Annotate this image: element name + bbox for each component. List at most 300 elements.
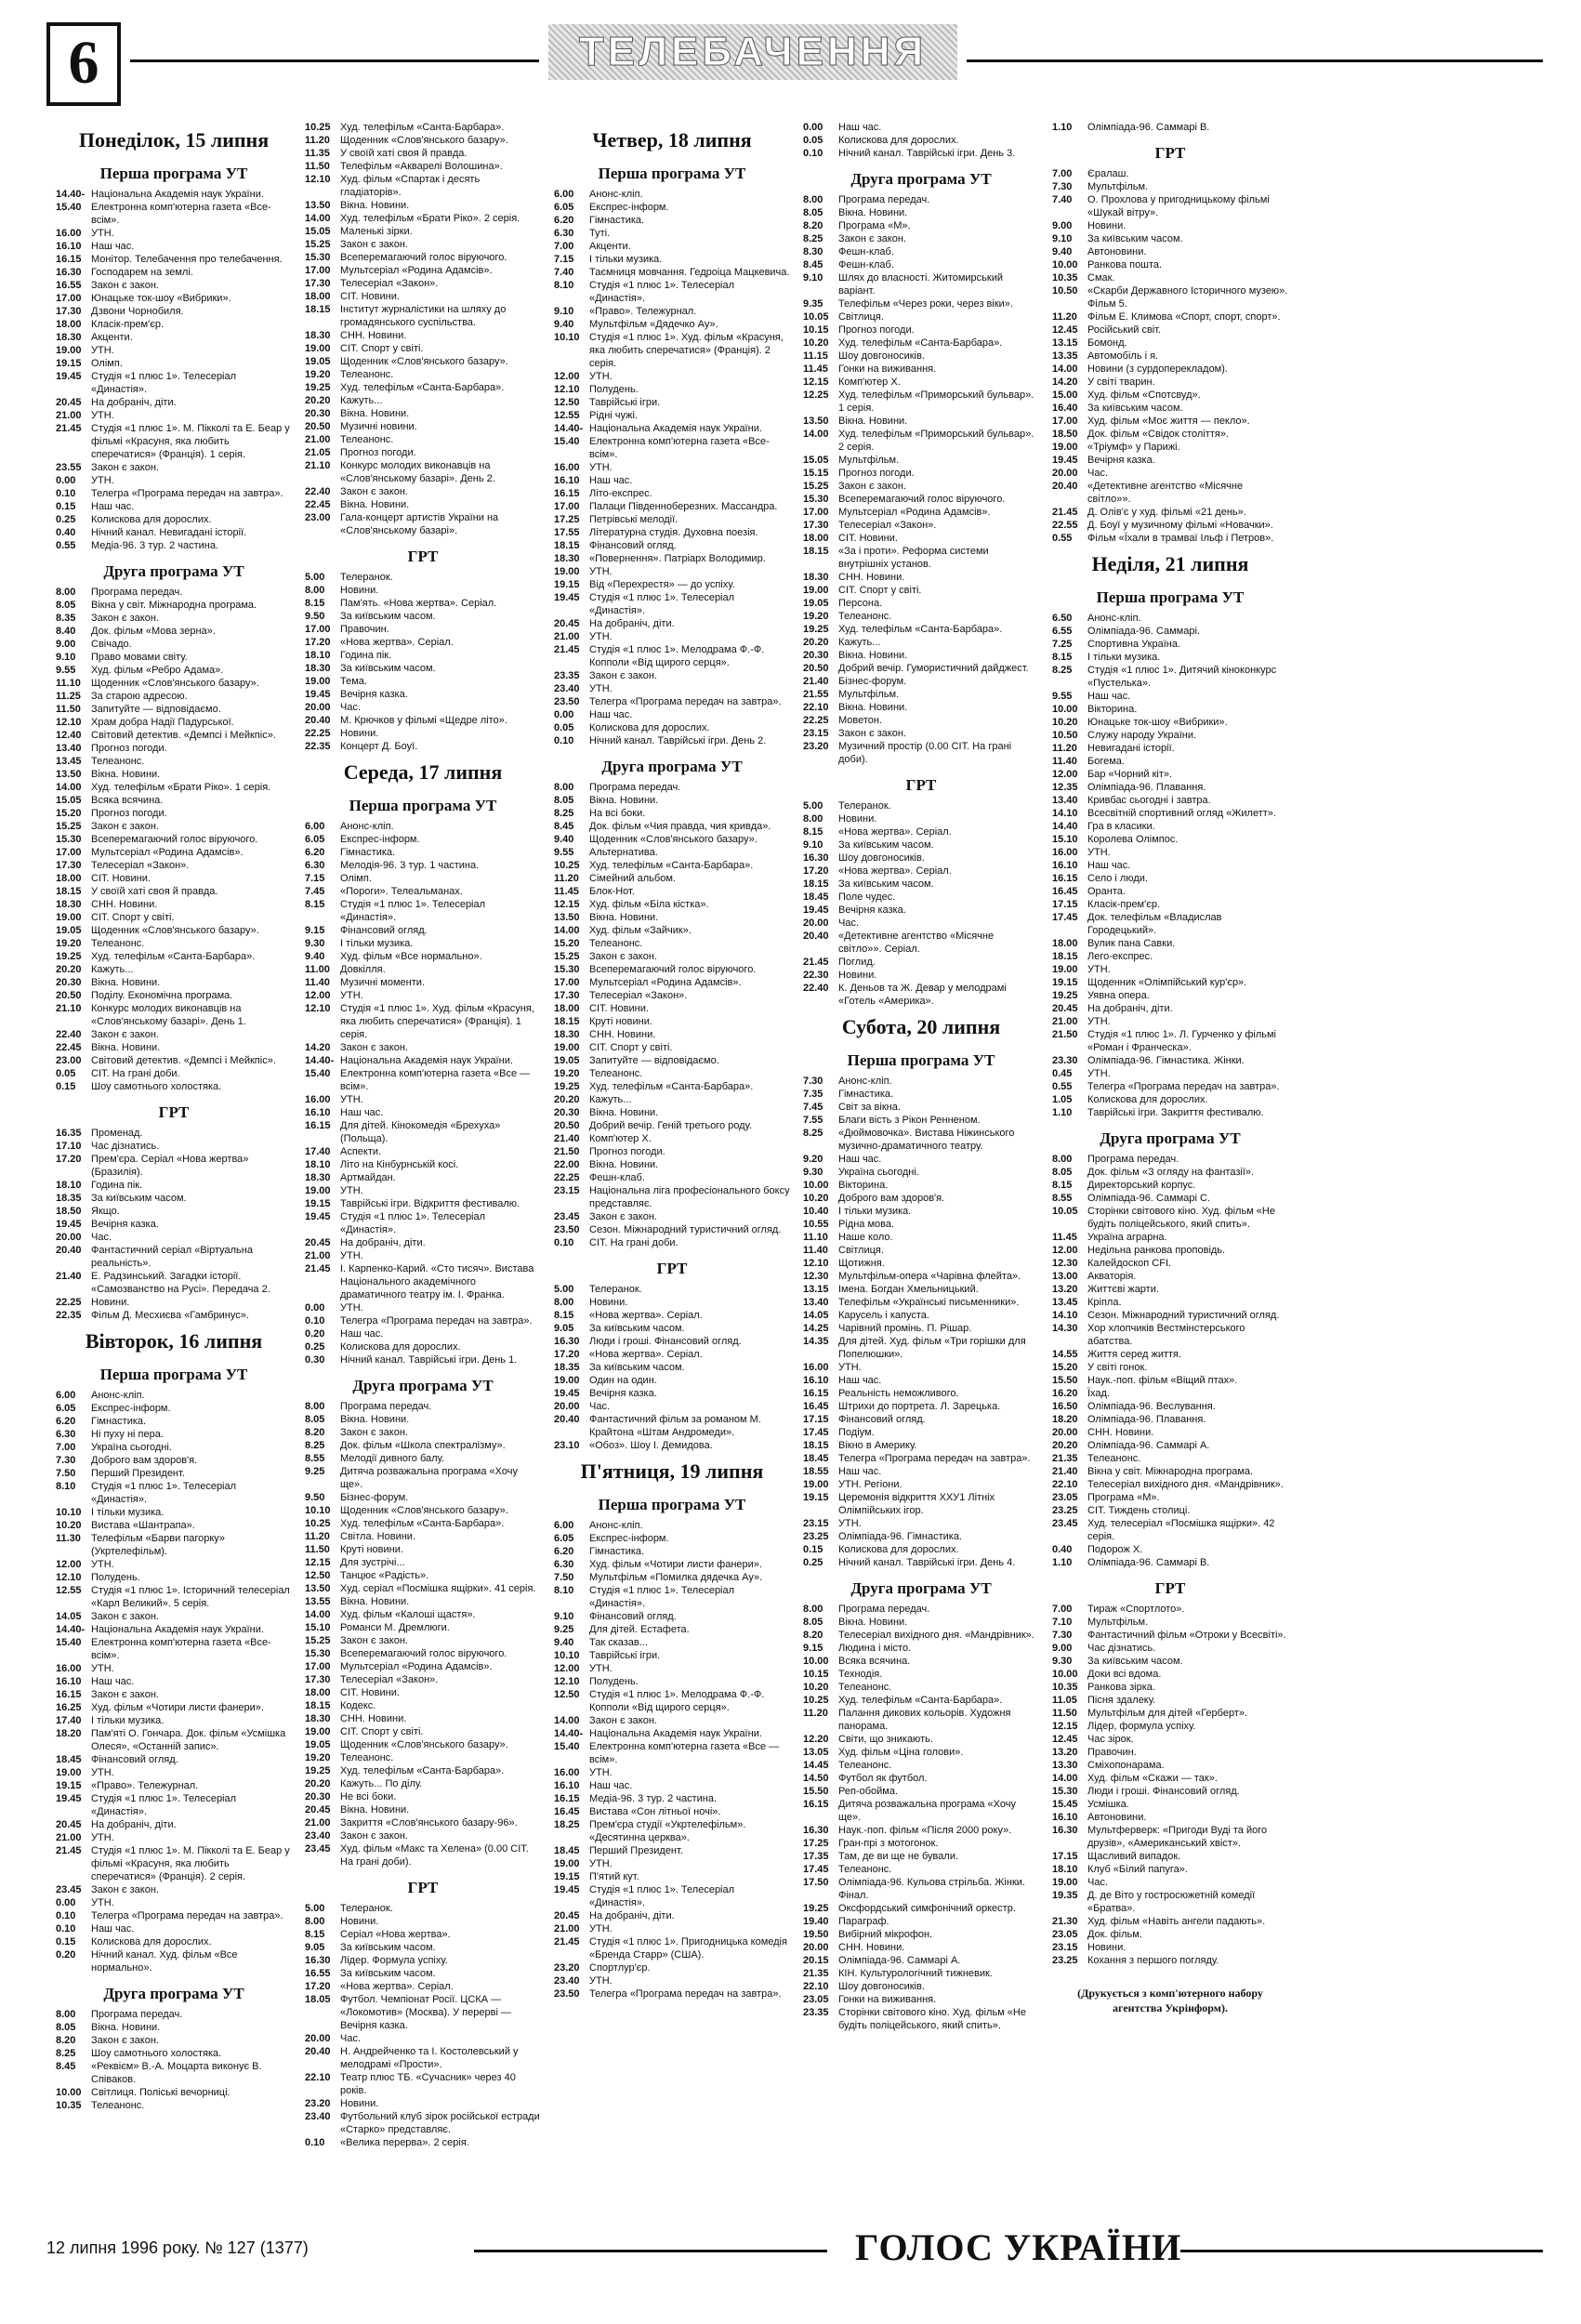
program-title: Футбол як футбол. (838, 1773, 928, 1784)
program-time: 20.00 (305, 702, 331, 713)
program-title: Люди і гроші. Фінансовий огляд. (1087, 1786, 1240, 1797)
program-time: 20.20 (803, 637, 829, 648)
program-title: КІН. Культурологічний тижневик. (838, 1968, 993, 1979)
program-entry (803, 1309, 1039, 1322)
program-entry (305, 1556, 541, 1569)
program-time: 21.50 (1052, 1029, 1078, 1040)
program-entry (56, 396, 292, 409)
program-title: Футбол. Чемпіонат Росії. ЦСКА — «Локомотив» (Москва). У перерві — Вечірня казка. (340, 1994, 511, 2031)
program-title: Акваторія. (1087, 1271, 1137, 1282)
program-title: Щасливий випадок. (1087, 1851, 1181, 1862)
program-time: 16.40 (1052, 403, 1078, 414)
program-title: Вікна. Новини. (91, 977, 161, 988)
program-time: 21.45 (803, 957, 829, 968)
program-title: Класік-прем'єр. (1087, 899, 1161, 910)
program-time: 9.15 (803, 1643, 823, 1654)
program-title: Вікно в Америку. (838, 1440, 917, 1451)
program-time: 17.00 (305, 1661, 331, 1672)
program-time: 9.35 (803, 298, 823, 310)
program-entry (305, 498, 541, 511)
program-title: На добраніч, діти. (91, 1819, 177, 1830)
program-title: Закон є закон. (91, 280, 159, 291)
program-title: Кажуть... (91, 964, 134, 975)
program-entry (56, 1192, 292, 1205)
program-title: Нічний канал. Таврійські ігри. День 4. (838, 1557, 1016, 1568)
program-title: Так сказав... (589, 1637, 648, 1648)
program-time: 10.15 (803, 324, 829, 336)
program-time: 16.50 (1052, 1401, 1078, 1412)
program-title: Пам'ять. «Нова жертва». Серіал. (340, 598, 497, 609)
program-entry (1052, 1876, 1288, 1889)
day-heading: Четвер, 18 липня (592, 128, 752, 152)
program-title: Закон є закон. (340, 1830, 408, 1842)
program-time: 19.00 (803, 585, 829, 596)
program-time: 20.00 (1052, 468, 1078, 479)
program-time: 14.40-15.40 (56, 189, 86, 213)
program-title: Олімпіада-96. Саммарі А. (1087, 1440, 1210, 1451)
program-time: 7.00 (1052, 1604, 1073, 1615)
program-title: Олімпіада-96. Кульова стрільба. Жінки. Фінал. (838, 1877, 1025, 1901)
program-time: 1.05 (1052, 1094, 1073, 1105)
program-title: Кажуть... (589, 1094, 632, 1105)
program-title: Вистава «Сон літньої ночі». (589, 1806, 721, 1817)
program-title: Шоу самотнього холостяка. (91, 2048, 222, 2059)
program-entry (56, 2034, 292, 2047)
program-time: 15.20 (554, 938, 580, 949)
program-entry (1052, 1361, 1288, 1374)
program-title: УТН. Регіони. (838, 1479, 902, 1490)
program-title: Анонс-кліп. (589, 1520, 643, 1531)
program-title: Програма передач. (1087, 1154, 1179, 1165)
channel-heading: Перша програма УТ (99, 1366, 248, 1383)
program-entry (554, 539, 790, 552)
program-title: Щоденник «Слов'янського базару». (340, 135, 508, 146)
program-title: Фантастичний серіал «Віртуальна реальність». (91, 1245, 253, 1269)
program-time: 18.15 (803, 878, 829, 890)
program-time: 0.15 (803, 1544, 823, 1555)
program-title: Ранкова зірка. (1087, 1682, 1155, 1693)
program-entry (305, 1340, 541, 1353)
program-time: 0.10 (56, 1923, 76, 1934)
program-time: 17.10 (56, 1141, 82, 1152)
program-time: 23.45 (1052, 1518, 1078, 1529)
program-time: 10.20 (803, 1193, 829, 1204)
program-entry (554, 552, 790, 565)
program-entry (803, 271, 1039, 297)
program-entry (554, 1296, 790, 1309)
program-time: 9.20 (803, 1154, 823, 1165)
program-title: Вулик пана Савки. (1087, 938, 1176, 949)
program-time: 19.45 (554, 1388, 580, 1399)
program-title: Акценти. (589, 241, 631, 252)
program-time: 14.30 (1052, 1323, 1078, 1334)
program-time: 19.25 (56, 951, 82, 962)
program-title: Музичні моменти. (340, 977, 425, 988)
program-time: 20.45 (305, 1237, 331, 1248)
program-time: 11.10 (56, 678, 81, 689)
program-title: За київським часом. (340, 611, 436, 622)
program-time: 1.10 (1052, 1557, 1073, 1568)
program-entry (1052, 755, 1288, 768)
program-time: 12.15 (305, 1557, 331, 1568)
program-time: 0.45 (1052, 1068, 1073, 1079)
program-entry (554, 1080, 790, 1093)
program-title: Вікторина. (838, 1180, 889, 1191)
program-time: 23.20 (803, 741, 829, 752)
day-heading: Неділя, 21 липня (1091, 552, 1249, 575)
channel-heading: Друга програма УТ (601, 758, 743, 775)
program-time: 20.20 (554, 1094, 580, 1105)
listing-column (554, 121, 790, 2147)
program-entry (554, 924, 790, 937)
program-title: Студія «1 плюс 1». Худ. фільм «Красуня, яка любить сперечатися» (Франція). 1 серія. (340, 1003, 534, 1040)
program-entry (803, 219, 1039, 232)
program-title: Аспекти. (340, 1146, 382, 1157)
program-time: 8.00 (1052, 1154, 1073, 1165)
program-title: Гран-прі з мотогонок. (838, 1838, 939, 1849)
program-entry (56, 344, 292, 357)
program-entry (554, 1132, 790, 1145)
program-title: «Право». Тележурнал. (589, 306, 697, 317)
program-time: 15.50 (803, 1786, 829, 1797)
program-entry (554, 1002, 790, 1015)
program-entry (56, 1127, 292, 1140)
program-entry (554, 734, 790, 747)
program-title: Анонс-кліп. (838, 1076, 892, 1087)
program-time: 5.00 (803, 800, 823, 812)
program-time: 6.50 (1052, 613, 1073, 624)
program-entry (305, 1738, 541, 1751)
program-title: Правочин. (340, 624, 389, 635)
program-entry (803, 623, 1039, 636)
program-title: Студія «1 плюс 1». Телесеріал «Династія». (91, 1793, 237, 1817)
program-entry (56, 1792, 292, 1818)
program-title: УТН. (340, 1302, 363, 1314)
program-time: 7.50 (554, 1572, 574, 1583)
program-title: За київським часом. (91, 1193, 187, 1204)
program-entry (56, 1584, 292, 1610)
program-title: Нічний канал. Худ. фільм «Все нормально». (91, 1949, 238, 1974)
program-title: Доброго вам здоров'я. (91, 1455, 198, 1466)
program-title: Хор хлопчиків Вестмінстерського абатства. (1087, 1323, 1245, 1347)
program-title: СНН. Новини. (340, 330, 407, 341)
program-time: 22.00 (554, 1159, 580, 1170)
program-entry (1052, 651, 1288, 664)
program-entry (305, 394, 541, 407)
program-entry (1052, 1387, 1288, 1400)
program-time: 11.35 (305, 148, 330, 159)
program-time: 18.00 (305, 1687, 331, 1698)
program-entry (1052, 428, 1288, 441)
program-entry (803, 852, 1039, 865)
program-title: Телеанонс. (838, 1760, 892, 1771)
program-entry (56, 833, 292, 846)
program-title: Фешн-клаб. (838, 246, 894, 257)
program-entry (305, 2045, 541, 2071)
program-entry (554, 305, 790, 318)
program-title: «Нова жертва». Серіал. (838, 865, 952, 877)
program-title: І тільки музика. (838, 1206, 912, 1217)
program-title: Круті новини. (589, 1016, 652, 1027)
program-entry (803, 838, 1039, 852)
program-entry (56, 2099, 292, 2112)
program-entry (554, 1223, 790, 1236)
program-time: 14.25 (803, 1323, 829, 1334)
program-entry (56, 513, 292, 526)
program-title: Телеранок. (589, 1284, 642, 1295)
program-title: Концерт Д. Боуї. (340, 741, 418, 752)
program-time: 14.10 (1052, 1310, 1078, 1321)
program-time: 11.30 (56, 1533, 81, 1544)
program-title: Вибірний мікрофон. (838, 1929, 933, 1940)
program-title: Кріпла. (1087, 1297, 1122, 1308)
program-title: УТН. (91, 475, 114, 486)
program-title: Російський світ. (1087, 324, 1162, 336)
program-entry (56, 1610, 292, 1623)
program-time: 15.05 (56, 795, 82, 806)
program-entry (554, 1322, 790, 1335)
program-time: 10.20 (803, 1682, 829, 1693)
program-title: Е. Радзинський. Загадки історії. «Самозванство на Русі». Передача 2. (91, 1271, 270, 1295)
program-entry (305, 1673, 541, 1686)
program-title: Телеранок. (340, 572, 393, 583)
program-title: Мультфільм «Дядечко Ау». (589, 319, 718, 330)
program-time: 19.45 (305, 689, 331, 700)
program-entry (305, 368, 541, 381)
program-time: 17.00 (554, 977, 580, 988)
program-entry (554, 240, 790, 253)
program-title: Худ. фільм «Моє життя — пекло». (1087, 416, 1250, 427)
program-entry (305, 1803, 541, 1816)
program-entry (56, 279, 292, 292)
program-title: На добраніч, діти. (1087, 1003, 1173, 1014)
program-title: Прогноз погоди. (91, 808, 167, 819)
program-title: Вікна. Новини. (340, 408, 410, 419)
program-entry (1052, 193, 1288, 219)
program-title: Свічадо. (91, 639, 132, 650)
program-time: 8.15 (554, 1310, 574, 1321)
program-time: 14.55 (1052, 1349, 1078, 1360)
program-entry (305, 662, 541, 675)
program-entry (1052, 1941, 1288, 1954)
program-title: УТН. (340, 990, 363, 1001)
program-title: Наук.-поп. фільм «Віщий птах». (1087, 1375, 1238, 1386)
program-entry (305, 623, 541, 636)
program-entry (1052, 402, 1288, 415)
program-title: УТН. (589, 566, 613, 577)
program-time: 21.45 (554, 644, 580, 655)
program-title: Прогноз погоди. (838, 468, 915, 479)
program-title: Олімпіада-96. Гімнастика. (838, 1531, 962, 1542)
program-entry (305, 485, 541, 498)
program-title: Спортлур'єр. (589, 1962, 651, 1974)
program-title: Закон є закон. (91, 1029, 159, 1040)
program-title: Док. фільм. (1087, 1929, 1142, 1940)
channel-heading: ГРТ (158, 1103, 190, 1121)
program-time: 6.30 (554, 228, 574, 239)
program-entry (1052, 180, 1288, 193)
program-entry (803, 1101, 1039, 1114)
program-time: 16.10 (305, 1107, 331, 1118)
program-time: 19.00 (56, 1767, 82, 1778)
program-time: 18.05 (305, 1994, 331, 2005)
program-title: Закон є закон. (340, 1635, 408, 1646)
program-title: «Пороги». Телеальманах. (340, 886, 463, 897)
program-title: Гра в класики. (1087, 821, 1155, 832)
program-time: 14.40 (1052, 821, 1078, 832)
program-title: Худ. телефільм «Санта-Барбара». (340, 1765, 505, 1776)
program-entry (803, 1733, 1039, 1746)
program-title: Н. Андрейченко та І. Костолевський у мелодрамі «Прости». (340, 2046, 519, 2070)
program-title: Господарем на землі. (91, 267, 193, 278)
program-entry (1052, 1798, 1288, 1811)
program-time: 8.05 (305, 1414, 325, 1425)
program-title: УТН. (91, 410, 114, 421)
program-title: Худ. телефільм «Брати Ріко». 2 серія. (340, 213, 520, 224)
program-title: Час. (1087, 468, 1109, 479)
program-title: СІТ. Спорт у світі. (340, 1726, 424, 1737)
program-time: 17.30 (56, 306, 82, 317)
program-time: 20.30 (554, 1107, 580, 1118)
program-time: 8.25 (1052, 665, 1073, 676)
program-title: Новини. (838, 813, 877, 825)
program-title: За київським часом. (589, 1323, 685, 1334)
program-time: 16.15 (554, 488, 580, 499)
listing-column (56, 121, 292, 2147)
program-title: Година пік. (91, 1180, 143, 1191)
program-entry (554, 1041, 790, 1054)
program-entry (803, 969, 1039, 982)
program-time: 18.20 (56, 1728, 82, 1739)
program-title: Д. де Віто у гостросюжетній комедії «Братва». (1087, 1890, 1256, 1914)
program-title: Програма передач. (91, 2009, 183, 2020)
program-title: Полудень. (589, 384, 639, 395)
program-title: Пам'яті О. Гончара. Док. фільм «Усмішка Олеся», «Останній запис». (91, 1728, 286, 1752)
program-entry (554, 1210, 790, 1223)
program-entry (305, 1517, 541, 1530)
program-entry (554, 721, 790, 734)
program-title: Лідер, формула успіху. (1087, 1721, 1196, 1732)
program-time: 8.25 (56, 2048, 76, 2059)
program-title: Телеанонс. (1087, 1453, 1141, 1464)
program-time: 15.30 (305, 252, 331, 263)
program-time: 12.00 (56, 1559, 82, 1570)
program-entry (803, 121, 1039, 134)
program-entry (1052, 1811, 1288, 1824)
program-entry (56, 1506, 292, 1519)
program-title: Світ за вікна. (838, 1102, 901, 1113)
program-title: УТН. (1087, 847, 1111, 858)
program-title: Закриття «Слов'янського базару-96». (340, 1817, 518, 1829)
program-entry (554, 526, 790, 539)
program-entry (554, 963, 790, 976)
program-title: Новини. (1087, 220, 1126, 231)
program-time: 18.45 (56, 1754, 82, 1765)
program-title: СНН. Новини. (589, 1029, 656, 1040)
program-title: Колискова для дорослих. (1087, 1094, 1208, 1105)
program-time: 16.10 (1052, 1812, 1078, 1823)
program-entry (803, 1655, 1039, 1668)
program-entry (803, 917, 1039, 930)
program-entry (305, 1262, 541, 1301)
program-time: 18.00 (554, 1003, 580, 1014)
program-entry (1052, 1002, 1288, 1015)
program-time: 18.15 (803, 1440, 829, 1451)
program-time: 20.50 (803, 663, 829, 674)
program-title: Фантастичний фільм «Отроки у Всесвіті». (1087, 1630, 1286, 1641)
program-entry (305, 1829, 541, 1842)
program-entry (305, 1184, 541, 1197)
program-title: Колискова для дорослих. (91, 1936, 212, 1948)
program-entry (554, 950, 790, 963)
program-title: Телегра «Програма передач на завтра». (838, 1453, 1031, 1464)
program-entry (56, 989, 292, 1002)
program-title: СНН. Новини. (340, 1713, 407, 1724)
program-time: 21.45 (554, 1936, 580, 1948)
program-time: 10.10 (554, 332, 580, 343)
program-title: Худ. фільм «Навіть ангели падають». (1087, 1916, 1266, 1927)
program-title: Рідні чужі. (589, 410, 638, 421)
program-entry (803, 1629, 1039, 1642)
program-entry (56, 820, 292, 833)
program-entry (305, 147, 541, 160)
program-time: 15.30 (56, 834, 82, 845)
program-time: 18.30 (305, 330, 331, 341)
program-time: 18.30 (305, 1713, 331, 1724)
program-title: Для дітей. Естафета. (589, 1624, 690, 1635)
program-entry (554, 370, 790, 383)
program-entry (1052, 1231, 1288, 1244)
program-entry (803, 1928, 1039, 1941)
program-entry (554, 214, 790, 227)
program-time: 8.00 (803, 194, 823, 205)
program-time: 17.15 (803, 1414, 829, 1425)
program-title: Світлиця. (838, 1245, 884, 1256)
program-time: 9.00 (1052, 220, 1073, 231)
program-title: Худ. фільм «Зайчик». (589, 925, 692, 936)
program-time: 16.00 (803, 1362, 829, 1373)
program-title: Променад. (91, 1128, 143, 1139)
program-title: Закон є закон. (589, 1715, 657, 1726)
program-title: СІТ. Спорт у світі. (91, 912, 175, 923)
program-title: Петрівські мелодії. (589, 514, 679, 525)
program-time: 9.30 (305, 938, 325, 949)
program-time: 7.30 (56, 1455, 76, 1466)
program-time: 16.15 (56, 254, 82, 265)
program-time: 10.00 (1052, 1669, 1078, 1680)
program-title: Щоденник «Слов'янського базару». (91, 678, 259, 689)
program-title: «Нова жертва». Серіал. (589, 1349, 703, 1360)
program-title: Таврійські ігри. Відкриття фестивалю. (340, 1198, 520, 1209)
program-time: 11.20 (305, 135, 330, 146)
program-entry (554, 1028, 790, 1041)
program-entry (803, 1322, 1039, 1335)
program-time: 19.00 (554, 1375, 580, 1386)
program-title: «За і проти». Реформа системи внутрішніх установ. (838, 546, 989, 570)
program-title: Таврійські ігри. (589, 397, 661, 408)
program-time: 22.25 (803, 715, 829, 726)
program-time: 19.00 (1052, 1877, 1078, 1888)
program-title: Наш час. (340, 1328, 384, 1340)
program-title: «Велика перерва». 2 серія. (340, 2137, 469, 2147)
program-title: Худ. фільм «Скажи — так». (1087, 1773, 1218, 1784)
program-entry (554, 591, 790, 617)
program-time: 15.25 (56, 821, 82, 832)
program-entry (56, 963, 292, 976)
program-entry (803, 1863, 1039, 1876)
program-title: Фінансовий огляд. (589, 540, 677, 551)
program-title: Телегра «Програма передач на завтра». (589, 1988, 782, 2000)
